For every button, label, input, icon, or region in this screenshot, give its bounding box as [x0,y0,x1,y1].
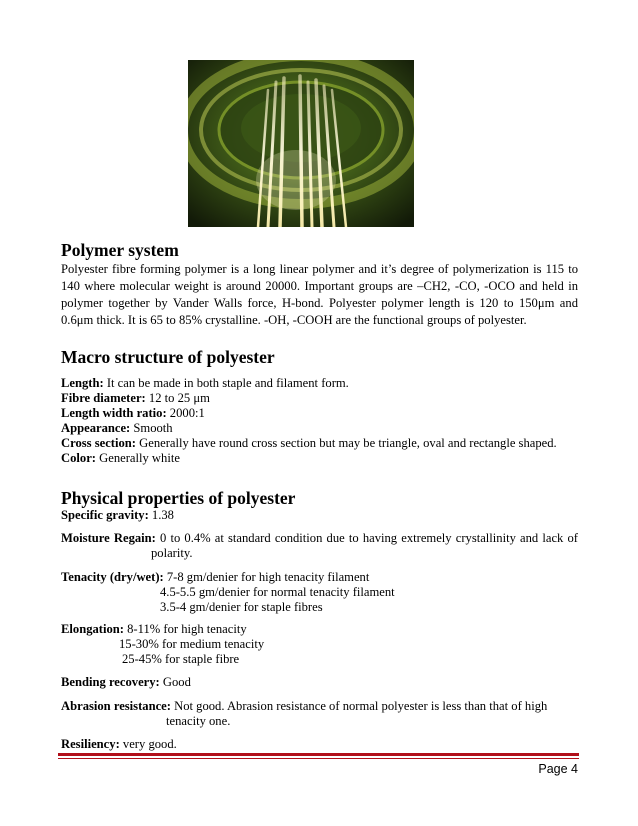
bending-recovery [61,675,591,690]
macro-length [61,376,591,391]
tenacity [61,570,591,585]
abrasion-resistance [61,699,591,714]
macro-cross-section [61,436,591,451]
label: Specific gravity: [61,508,149,522]
macro-structure-heading: Macro structure of polyester [61,347,275,367]
label: Color: [61,451,96,465]
polymer-line-2: 140 where molecular weight is around 20000. Important groups are –CH2, -CO, -OCO and held in [61,279,578,293]
macro-fibre-diameter [61,391,591,406]
abrasion-resistance-cont: tenacity one. [166,714,231,728]
label: Appearance: [61,421,131,435]
label: Cross section: [61,436,136,450]
page-number: Page 4 [538,762,578,776]
tenacity-staple: 3.5-4 gm/denier for staple fibres [160,600,323,614]
label: Moisture Regain: [61,531,156,545]
specific-gravity [61,508,591,523]
moisture-regain-cont: polarity. [151,546,193,560]
value: 0 to 0.4% at standard condition due to having extremely crystallinity and lack of [155,531,578,545]
polymer-line-3: polymer together by Vander Walls force, H-bond. Polyester polymer length is 120 to 150μm and [61,296,578,310]
polymer-line-4: 0.6μm thick. It is 65 to 85% crystalline. -OH, -COOH are the functional groups of polyester. [61,313,527,327]
label: Length width ratio: [61,406,167,420]
label: Resiliency: [61,737,120,751]
polymer-system-paragraph [61,261,578,329]
value: 7-8 gm/denier for high tenacity filament [163,570,370,584]
spinneret-illustration [188,60,414,227]
moisture-regain [61,531,578,546]
label: Bending recovery: [61,675,160,689]
value: Smooth [130,421,173,435]
label: Tenacity (dry/wet): [61,570,164,584]
macro-appearance [61,421,591,436]
value: 2000:1 [166,406,205,420]
value: very good. [119,737,177,751]
elongation-medium: 15-30% for medium tenacity [119,637,265,651]
value: Generally white [95,451,180,465]
value: 1.38 [148,508,174,522]
macro-color [61,451,591,466]
value: 8-11% for high tenacity [123,622,247,636]
value: Not good. Abrasion resistance of normal polyester is less than that of high [170,699,548,713]
label: Length: [61,376,104,390]
elongation [61,622,591,637]
label: Abrasion resistance: [61,699,171,713]
resiliency [61,737,591,752]
value: It can be made in both staple and filament form. [103,376,349,390]
label: Elongation: [61,622,124,636]
spinneret-photo [188,60,414,227]
footer-rule-thick [58,753,579,756]
elongation-staple: 25-45% for staple fibre [122,652,240,666]
footer-rule-thin [58,758,579,759]
polymer-line-1: Polyester fibre forming polymer is a long linear polymer and it’s degree of polymerization is 115 to [61,262,578,276]
tenacity-normal: 4.5-5.5 gm/denier for normal tenacity filament [160,585,395,599]
physical-properties-heading: Physical properties of polyester [61,488,296,508]
value: Generally have round cross section but may be triangle, oval and rectangle shaped. [135,436,557,450]
value: 12 to 25 μm [145,391,210,405]
macro-length-width-ratio [61,406,591,421]
value: Good [159,675,191,689]
polymer-system-heading: Polymer system [61,240,179,260]
label: Fibre diameter: [61,391,146,405]
